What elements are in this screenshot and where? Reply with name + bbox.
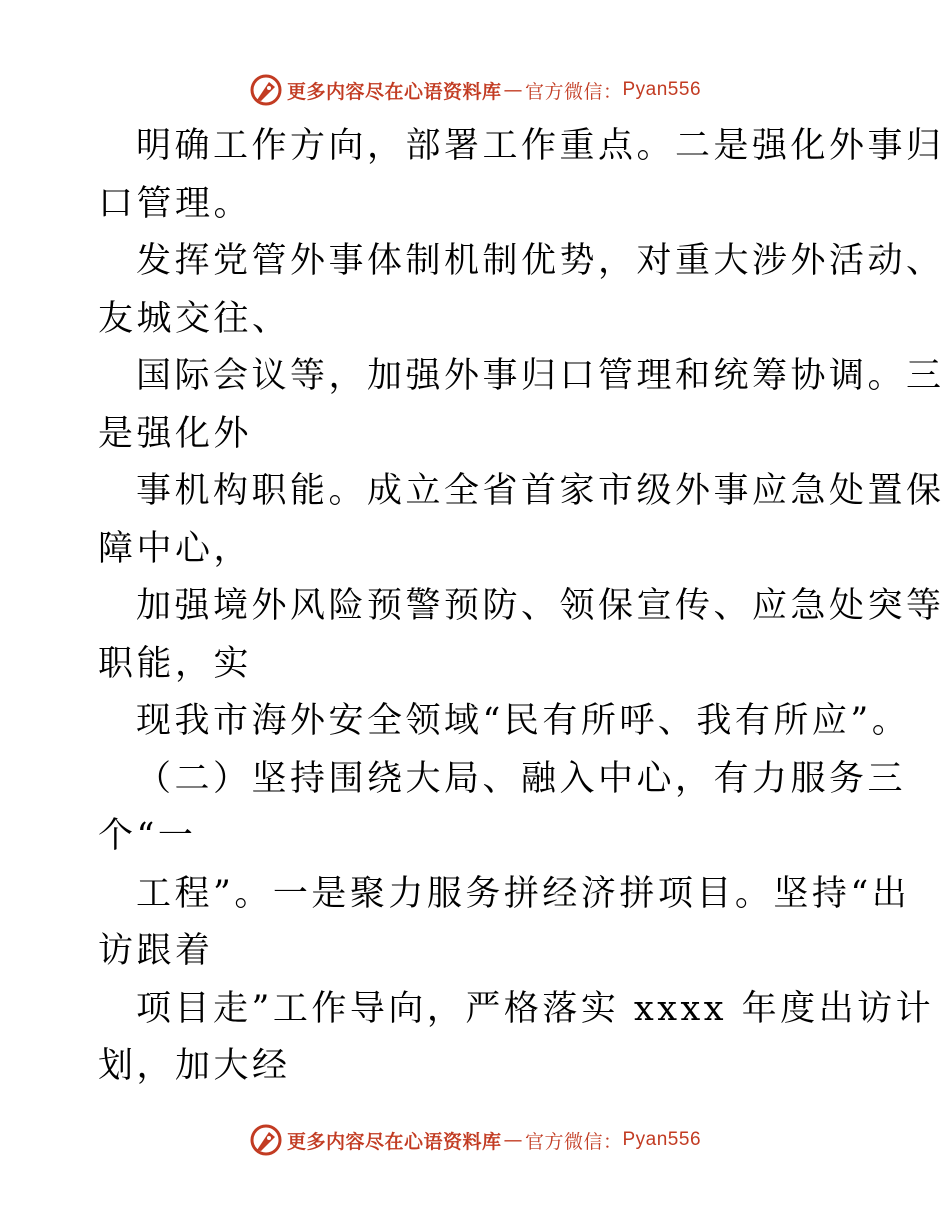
text-line: 事机构职能。成立全省首家市级外事应急处置保 [136, 471, 945, 511]
text-line: （二）坚持围绕大局、融入中心，有力服务三 [136, 758, 907, 799]
footer-watermark [0, 1120, 950, 1160]
pen-nib-logo-icon [249, 1123, 283, 1157]
watermark-label: 官方微信： [524, 80, 623, 103]
pen-nib-logo-icon [249, 73, 283, 107]
text-line: 项目走”工作导向，严格落实 xxxx 年度出访计 [136, 988, 935, 1029]
text-line: 发挥党管外事体制机制优势，对重大涉外活动、 [136, 241, 945, 281]
text-line: 个“一 [98, 816, 197, 856]
text-line: 口管理。 [98, 183, 253, 224]
text-line: 明确工作方向，部署工作重点。二是强化外事归 [136, 126, 945, 166]
watermark-site: 更多内容尽在心语资料库 [286, 1130, 502, 1153]
text-line: 划，加大经 [98, 1046, 291, 1086]
text-line: 加强境外风险预警预防、领保宣传、应急处突等 [136, 586, 945, 626]
text-line: 访跟着 [98, 931, 214, 971]
watermark-id: Pyan556 [622, 79, 702, 100]
header-watermark [0, 70, 950, 110]
text-line: 国际会议等，加强外事归口管理和统筹协调。三 [136, 356, 945, 396]
watermark-dash: — [503, 1129, 523, 1151]
text-line: 工程”。一是聚力服务拼经济拼项目。坚持“出 [136, 873, 911, 914]
text-line: 友城交往、 [98, 298, 291, 339]
watermark-label: 官方微信： [524, 1130, 623, 1153]
watermark-dash: — [503, 79, 523, 101]
document-body [98, 118, 945, 1096]
text-line: 现我市海外安全领域“民有所呼、我有所应”。 [136, 701, 911, 741]
watermark-id: Pyan556 [622, 1129, 702, 1150]
text-line: 职能，实 [98, 643, 253, 684]
watermark-site: 更多内容尽在心语资料库 [286, 80, 502, 103]
text-line: 是强化外 [98, 413, 253, 454]
text-line: 障中心， [98, 528, 253, 569]
